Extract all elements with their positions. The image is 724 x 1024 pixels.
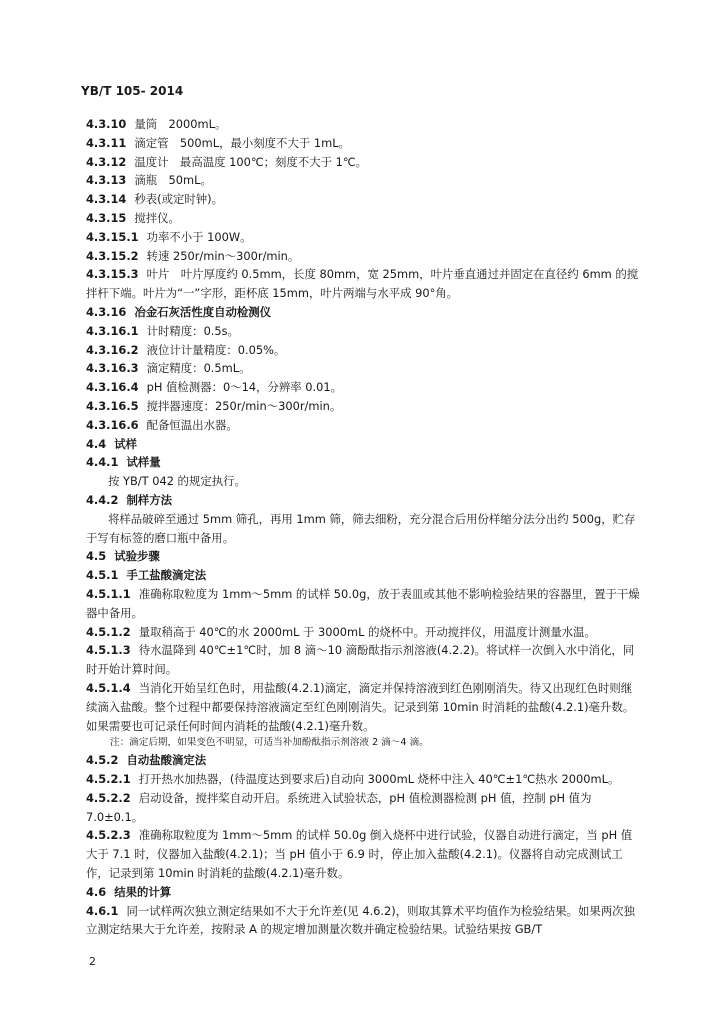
clause-text: 滴瓶 50mL。 xyxy=(134,173,212,188)
paragraph xyxy=(86,623,642,642)
clause-number: 4.5.1 xyxy=(86,568,119,583)
clause-number: 4.3.13 xyxy=(86,173,127,188)
page-header: YB/T 105- 2014 xyxy=(81,84,184,98)
paragraph xyxy=(86,472,642,491)
clause-number: 4.5.2.3 xyxy=(86,828,131,843)
clause-number: 4.6 xyxy=(86,884,107,899)
clause-number: 4.4.1 xyxy=(86,455,119,470)
document-body xyxy=(86,115,642,939)
paragraph xyxy=(86,341,642,360)
clause-number: 4.3.14 xyxy=(86,192,127,207)
paragraph xyxy=(86,359,642,378)
clause-number: 4.5.1.2 xyxy=(86,624,131,639)
clause-text: 量筒 2000mL。 xyxy=(134,117,227,131)
paragraph xyxy=(86,153,642,172)
clause-number: 4.5.2.1 xyxy=(86,772,131,787)
section-heading xyxy=(86,491,642,510)
clause-text: 待水温降到 40℃±1℃时，加 8 滴～10 滴酚酞指示剂溶液(4.2.2)。将试样一次倒入水中消化，同时开始计算时间。 xyxy=(86,643,635,677)
note-paragraph xyxy=(86,735,642,751)
paragraph xyxy=(86,585,642,623)
paragraph xyxy=(86,265,642,303)
paragraph xyxy=(86,209,642,228)
clause-text: 秒表(或定时钟)。 xyxy=(134,192,223,207)
clause-text: 搅拌仪。 xyxy=(134,210,180,225)
paragraph xyxy=(86,826,642,882)
clause-text: 试样 xyxy=(114,436,137,451)
clause-text: 结果的计算 xyxy=(114,884,172,899)
paragraph xyxy=(86,641,642,679)
clause-number: 4.6.1 xyxy=(86,903,119,918)
clause-text: 手工盐酸滴定法 xyxy=(126,568,207,583)
page-number: 2 xyxy=(89,955,96,968)
paragraph xyxy=(86,322,642,341)
section-heading xyxy=(86,751,642,770)
clause-text: 按 YB/T 042 的规定执行。 xyxy=(108,474,246,489)
clause-text: 叶片 叶片厚度约 0.5mm，长度 80mm，宽 25mm，叶片垂直通过并固定在直径约 6mm 的搅拌杆下端。叶片为“一”字形，距杯底 15mm，叶片两端与水平成 90°角。 xyxy=(86,267,639,301)
clause-text: 功率不小于 100W。 xyxy=(146,229,252,244)
clause-text: 准确称取粒度为 1mm～5mm 的试样 50.0g 倒入烧杯中进行试验，仪器自动进行滴定，当 pH 值大于 7.1 时，仪器加入盐酸(4.2.1)；当 pH 值小于 6.9 时，停止加入盐酸(4.2.1)。仪器将自动完成测试工作，记录到第 10min 时消耗的盐酸(4.2.1)毫升数。 xyxy=(86,828,633,881)
clause-text: 转速 250r/min～300r/min。 xyxy=(146,248,300,263)
clause-text: 准确称取粒度为 1mm～5mm 的试样 50.0g，放于表皿或其他不影响检验结果的容器里，置于干燥器中备用。 xyxy=(86,586,640,620)
clause-number: 4.3.16.1 xyxy=(86,323,139,338)
clause-text: 配备恒温出水器。 xyxy=(146,417,238,432)
clause-text: 当消化开始呈红色时，用盐酸(4.2.1)滴定，滴定并保持溶液到红色刚刚消失。待又出现红色时则继续滴入盐酸。整个过程中都要保持溶液滴定至红色刚刚消失。记录到第 10min 时消耗的盐酸(4.2.1)毫升数。如果需要也可记录任何时间内消耗的盐酸(4.2.1)毫升数。 xyxy=(86,680,635,733)
paragraph xyxy=(86,171,642,190)
clause-text: 液位计计量精度：0.05%。 xyxy=(146,342,286,357)
clause-number: 4.5.1.4 xyxy=(86,680,131,695)
clause-number: 4.5.1.1 xyxy=(86,586,131,601)
clause-number: 4.3.10 xyxy=(86,117,127,131)
clause-number: 4.3.16.6 xyxy=(86,417,139,432)
clause-text: 搅拌器速度：250r/min～300r/min。 xyxy=(146,398,342,413)
section-heading xyxy=(86,566,642,585)
clause-number: 4.3.16.3 xyxy=(86,361,139,376)
clause-text: 打开热水加热器，(待温度达到要求后)自动向 3000mL 烧杯中注入 40℃±1℃热水 2000mL。 xyxy=(138,772,620,787)
paragraph xyxy=(86,510,642,548)
paragraph xyxy=(86,228,642,247)
clause-number: 4.3.12 xyxy=(86,154,127,169)
clause-text: 滴定精度：0.5mL。 xyxy=(146,361,251,376)
clause-number: 4.3.15 xyxy=(86,210,127,225)
paragraph xyxy=(86,115,642,134)
section-heading xyxy=(86,435,642,454)
clause-text: 试验步骤 xyxy=(114,549,160,564)
section-heading xyxy=(86,303,642,322)
clause-text: 滴定管 500mL，最小刻度不大于 1mL。 xyxy=(134,135,350,150)
clause-number: 4.3.15.3 xyxy=(86,267,139,282)
paragraph xyxy=(86,134,642,153)
clause-text: 自动盐酸滴定法 xyxy=(126,753,207,768)
clause-number: 4.5 xyxy=(86,549,107,564)
clause-text: 制样方法 xyxy=(126,492,173,507)
clause-number: 4.5.2.2 xyxy=(86,790,131,805)
clause-text: 同一试样两次独立测定结果如不大于允许差(见 4.6.2)，则取其算术平均值作为检验结果。如果两次独立测定结果大于允许差，按附录 A 的规定增加测量次数并确定检验结果。试验结果按 GB/T xyxy=(86,903,635,937)
clause-number: 4.4.2 xyxy=(86,492,119,507)
clause-number: 4.3.16.4 xyxy=(86,380,139,395)
section-heading xyxy=(86,547,642,566)
paragraph xyxy=(86,770,642,789)
clause-text: 计时精度：0.5s。 xyxy=(146,323,240,338)
section-heading xyxy=(86,453,642,472)
clause-number: 4.3.11 xyxy=(86,135,127,150)
paragraph xyxy=(86,416,642,435)
paragraph xyxy=(86,679,642,735)
clause-text: 冶金石灰活性度自动检测仪 xyxy=(134,304,272,319)
clause-text: 温度计 最高温度 100℃；刻度不大于 1℃。 xyxy=(134,154,368,169)
clause-text: 启动设备，搅拌桨自动开启。系统进入试验状态，pH 值检测器检测 pH 值，控制 pH 值为 7.0±0.1。 xyxy=(86,790,592,824)
clause-number: 4.3.16 xyxy=(86,304,127,319)
clause-text: 注：滴定后期，如果变色不明显，可适当补加酚酞指示剂溶液 2 滴～4 滴。 xyxy=(110,737,429,749)
section-heading xyxy=(86,883,642,902)
clause-number: 4.3.15.2 xyxy=(86,248,139,263)
paragraph xyxy=(86,397,642,416)
clause-number: 4.4 xyxy=(86,436,107,451)
clause-number: 4.5.2 xyxy=(86,753,119,768)
paragraph xyxy=(86,789,642,827)
paragraph xyxy=(86,247,642,266)
paragraph xyxy=(86,902,642,940)
paragraph xyxy=(86,190,642,209)
clause-text: 将样品破碎至通过 5mm 筛孔，再用 1mm 筛，筛去细粉，充分混合后用份样缩分法分出约 500g，贮存于写有标签的磨口瓶中备用。 xyxy=(86,511,636,545)
clause-number: 4.3.16.2 xyxy=(86,342,139,357)
clause-text: 试样量 xyxy=(126,455,161,470)
clause-number: 4.3.15.1 xyxy=(86,229,139,244)
clause-text: pH 值检测器：0～14，分辨率 0.01。 xyxy=(146,380,343,395)
clause-number: 4.3.16.5 xyxy=(86,398,139,413)
clause-number: 4.5.1.3 xyxy=(86,643,131,658)
clause-text: 量取稍高于 40℃的水 2000mL 于 3000mL 的烧杯中。开动搅拌仪，用温度计测量水温。 xyxy=(138,624,596,639)
paragraph xyxy=(86,378,642,397)
